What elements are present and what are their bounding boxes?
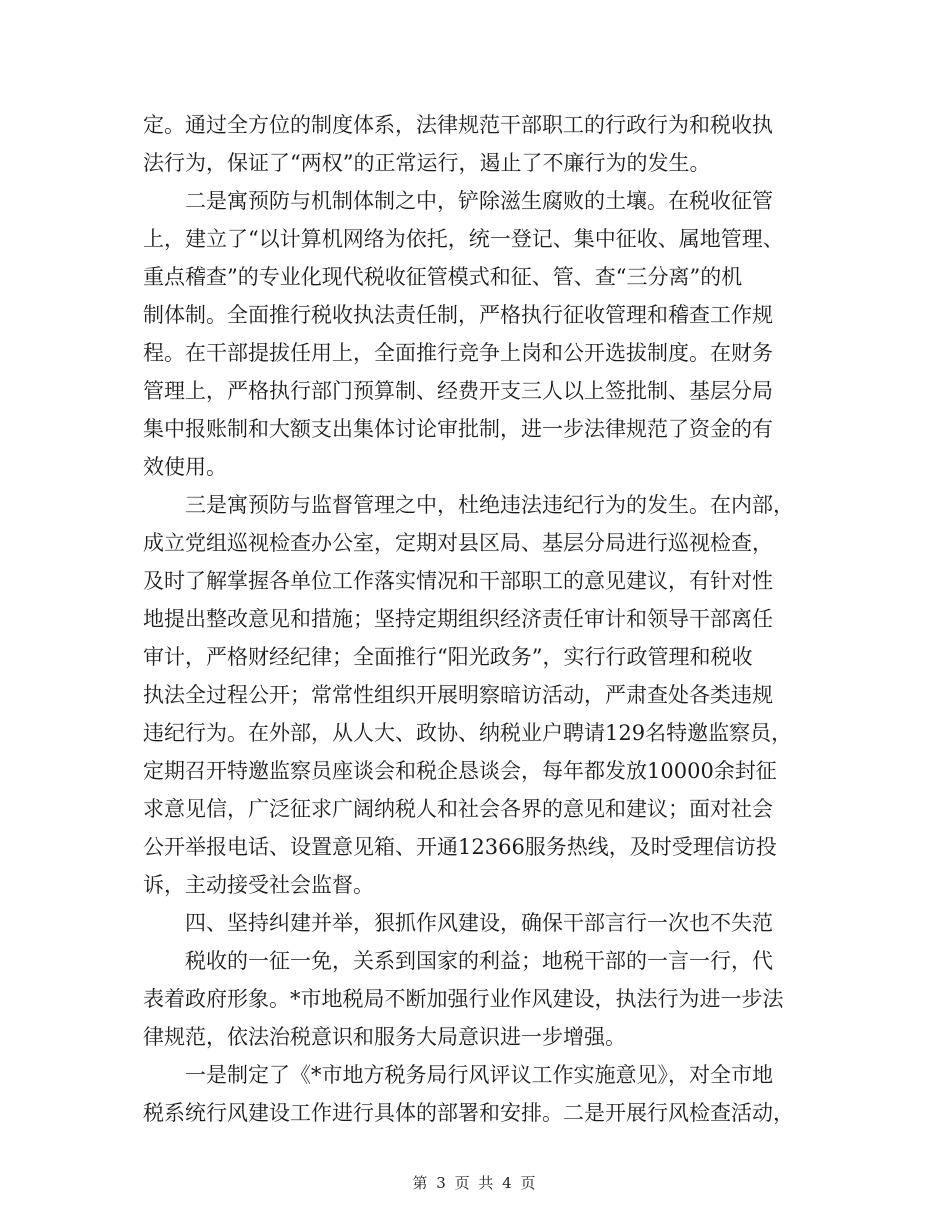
text-line: 求意见信，广泛征求广阔纳税人和社会各界的意见和建议；面对社会 bbox=[143, 797, 773, 821]
text-line: 定。通过全方位的制度体系，法律规范干部职工的行政行为和税收执 bbox=[143, 113, 773, 137]
text-line: 审计，严格财经纪律；全面推行“阳光政务”，实行行政管理和税收 bbox=[143, 645, 753, 669]
text-line: 税系统行风建设工作进行具体的部署和安排。二是开展行风检查活动， bbox=[143, 1101, 794, 1125]
text-line: 违纪行为。在外部，从人大、政协、纳税业户聘请129名特邀监察员， bbox=[143, 721, 793, 745]
text-line: 程。在干部提拔任用上，全面推行竞争上岗和公开选拔制度。在财务 bbox=[143, 341, 773, 365]
text-line: 公开举报电话、设置意见箱、开通12366服务热线，及时受理信访投 bbox=[143, 835, 777, 859]
text-line: 及时了解掌握各单位工作落实情况和干部职工的意见建议，有针对性 bbox=[143, 569, 773, 593]
text-line: 法行为，保证了“两权”的正常运行，遏止了不廉行为的发生。 bbox=[143, 151, 711, 175]
paragraph-start: 税收的一征一免，关系到国家的利益；地税干部的一言一行，代 bbox=[185, 949, 773, 973]
text-line: 成立党组巡视检查办公室，定期对县区局、基层分局进行巡视检查， bbox=[143, 531, 773, 555]
paragraph-start: 二是寓预防与机制体制之中，铲除滋生腐败的土壤。在税收征管 bbox=[185, 189, 773, 213]
text-line: 重点稽查”的专业化现代税收征管模式和征、管、查“三分离”的机 bbox=[143, 265, 743, 289]
text-line: 制体制。全面推行税收执法责任制，严格执行征收管理和稽查工作规 bbox=[143, 303, 773, 327]
text-line: 上，建立了“以计算机网络为依托，统一登记、集中征收、属地管理、 bbox=[143, 227, 784, 251]
text-line: 诉，主动接受社会监督。 bbox=[143, 873, 374, 897]
page-footer: 第 3 页 共 4 页 bbox=[412, 1174, 538, 1192]
paragraph-start: 三是寓预防与监督管理之中，杜绝违法违纪行为的发生。在内部， bbox=[185, 493, 794, 517]
text-line: 效使用。 bbox=[143, 455, 227, 479]
text-line: 律规范，依法治税意识和服务大局意识进一步增强。 bbox=[143, 1025, 626, 1049]
text-line: 表着政府形象。*市地税局不断加强行业作风建设，执法行为进一步法 bbox=[143, 987, 784, 1011]
paragraph-start: 一是制定了《*市地方税务局行风评议工作实施意见》，对全市地 bbox=[185, 1063, 773, 1087]
text-line: 集中报账制和大额支出集体讨论审批制，进一步法律规范了资金的有 bbox=[143, 417, 773, 441]
text-line: 执法全过程公开；常常性组织开展明察暗访活动，严肃查处各类违规 bbox=[143, 683, 773, 707]
text-line: 管理上，严格执行部门预算制、经费开支三人以上签批制、基层分局 bbox=[143, 379, 773, 403]
text-line: 地提出整改意见和措施；坚持定期组织经济责任审计和领导干部离任 bbox=[143, 607, 773, 631]
text-line: 定期召开特邀监察员座谈会和税企恳谈会，每年都发放10000余封征 bbox=[143, 759, 777, 783]
section-heading: 四、坚持纠建并举，狠抓作风建设，确保干部言行一次也不失范 bbox=[185, 911, 773, 935]
